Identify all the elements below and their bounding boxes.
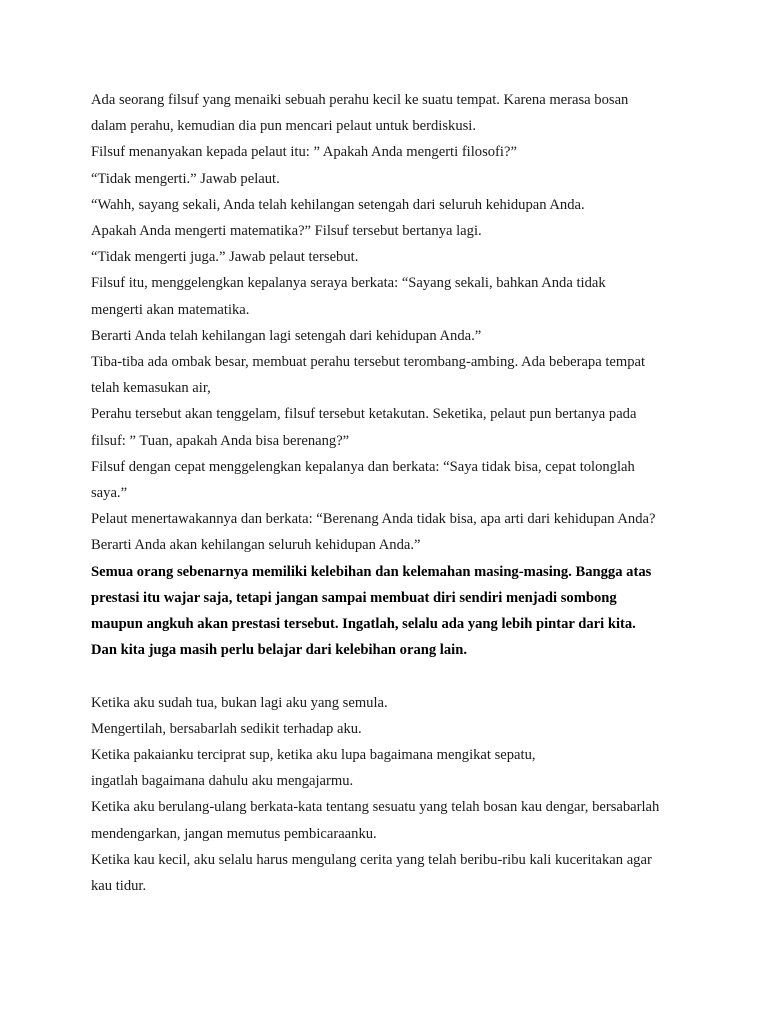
story-line: Filsuf itu, menggelengkan kepalanya seraya berkata: “Sayang sekali, bahkan Anda tidak: [91, 275, 606, 292]
moral-line: Dan kita juga masih perlu belajar dari kelebihan orang lain.: [91, 642, 467, 659]
poem-section: [91, 690, 691, 900]
moral-line: prestasi itu wajar saja, tetapi jangan sampai membuat diri sendiri menjadi sombong: [91, 589, 617, 606]
paragraph-gap: [91, 663, 691, 689]
story-line: Filsuf dengan cepat menggelengkan kepalanya dan berkata: “Saya tidak bisa, cepat tolonglah: [91, 458, 635, 475]
document-body: [91, 87, 691, 899]
story-line: mengerti akan matematika.: [91, 301, 250, 318]
poem-line: Mengertilah, bersabarlah sedikit terhadap aku.: [91, 720, 362, 737]
story-line: “Tidak mengerti juga.” Jawab pelaut tersebut.: [91, 249, 359, 266]
poem-line: Ketika kau kecil, aku selalu harus mengulang cerita yang telah beribu-ribu kali kuceritakan agar: [91, 851, 652, 868]
story-line: Ada seorang filsuf yang menaiki sebuah perahu kecil ke suatu tempat. Karena merasa bosan: [91, 92, 629, 108]
story-line: Filsuf menanyakan kepada pelaut itu: ” Apakah Anda mengerti filosofi?”: [91, 144, 517, 161]
moral-line: Semua orang sebenarnya memiliki kelebihan dan kelemahan masing-masing. Bangga atas: [91, 563, 652, 580]
story-line: Berarti Anda akan kehilangan seluruh kehidupan Anda.”: [91, 537, 421, 554]
story-line: Perahu tersebut akan tenggelam, filsuf tersebut ketakutan. Seketika, pelaut pun bertanya pada: [91, 406, 637, 423]
story-line: Berarti Anda telah kehilangan lagi setengah dari kehidupan Anda.”: [91, 327, 482, 344]
poem-line: kau tidur.: [91, 878, 147, 895]
story-line: “Tidak mengerti.” Jawab pelaut.: [91, 170, 280, 187]
story-line: saya.”: [91, 485, 128, 502]
story-line: filsuf: ” Tuan, apakah Anda bisa berenang?”: [91, 432, 350, 449]
story-line: Tiba-tiba ada ombak besar, membuat perahu tersebut terombang-ambing. Ada beberapa tempat: [91, 354, 646, 371]
story-section: [91, 87, 691, 559]
poem-line: mendengarkan, jangan memutus pembicaraanku.: [91, 825, 377, 842]
poem-line: ingatlah bagaimana dahulu aku mengajarmu.: [91, 773, 354, 790]
poem-line: Ketika aku sudah tua, bukan lagi aku yang semula.: [91, 694, 388, 711]
story-line: Pelaut menertawakannya dan berkata: “Berenang Anda tidak bisa, apa arti dari kehidupan Anda?: [91, 511, 656, 528]
moral-line: maupun angkuh akan prestasi tersebut. Ingatlah, selalu ada yang lebih pintar dari kita.: [91, 616, 636, 633]
poem-line: Ketika pakaianku terciprat sup, ketika aku lupa bagaimana mengikat sepatu,: [91, 747, 536, 764]
story-line: telah kemasukan air,: [91, 380, 211, 397]
story-line: “Wahh, sayang sekali, Anda telah kehilangan setengah dari seluruh kehidupan Anda.: [91, 196, 585, 213]
story-line: Apakah Anda mengerti matematika?” Filsuf tersebut bertanya lagi.: [91, 223, 482, 240]
moral-section: [91, 559, 691, 664]
story-line: dalam perahu, kemudian dia pun mencari pelaut untuk berdiskusi.: [91, 118, 477, 135]
poem-line: Ketika aku berulang-ulang berkata-kata tentang sesuatu yang telah bosan kau dengar, bersabarlah: [91, 799, 660, 816]
